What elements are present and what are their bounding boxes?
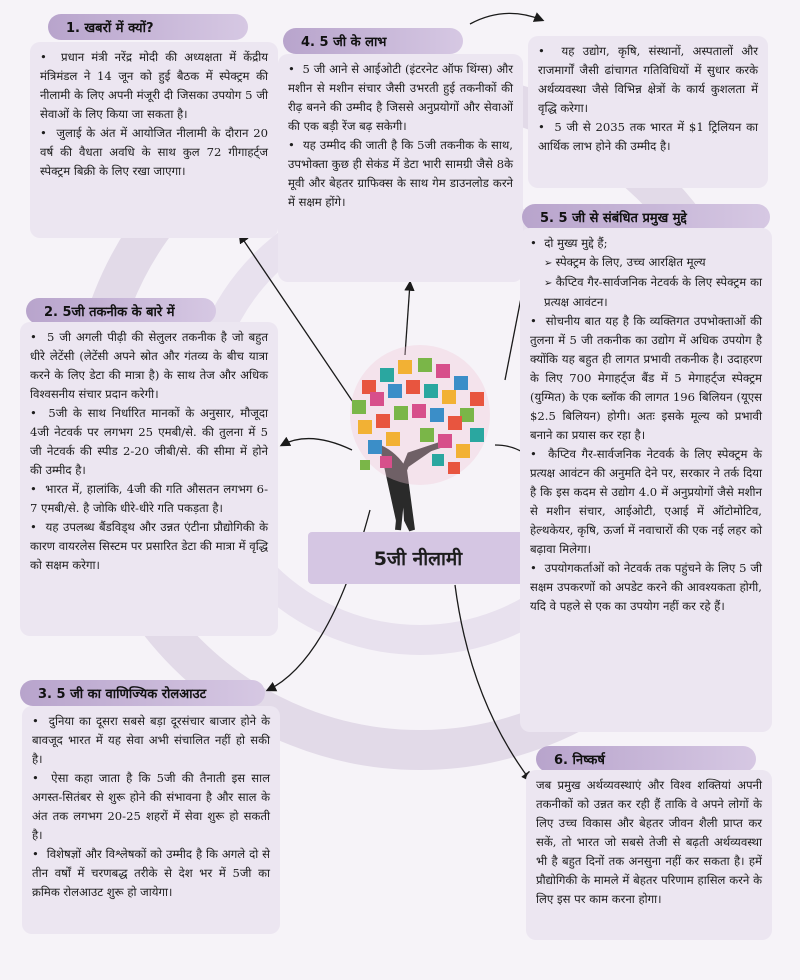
section-4-point: • 5 जी आने से आईओटी (इंटरनेट ऑफ थिंग्स) और मशीन से मशीन संचार जैसी उभरती हुई तकनीकों की रीढ़ बनने की उम्मीद है जिससे अनुप्रयोगों और सेवाओं की एक बड़ी रेंज बढ़ सकेगी। (288, 60, 513, 136)
section-4-heading: 4. 5 जी के लाभ (283, 28, 463, 54)
section-3-point: • विशेषज्ञों और विश्लेषकों को उम्मीद है कि अगले दो से तीन वर्षों में चरणबद्ध तरीके से देश भर में 5जी का क्रमिक रोलआउट शुरू हो जायेगा। (32, 845, 270, 902)
section-2-point: • 5 जी अगली पीढ़ी की सेलुलर तकनीक है जो बहुत धीरे लेटेंसी (लेटेंसी अपने स्रोत और गंतव्य के बीच यात्रा करने के लिए डेटा की मात्रा है) के साथ तेज और अधिक विश्वसनीय संचार प्रदान करेगी। (30, 328, 268, 404)
section-1-point: • प्रधान मंत्री नरेंद्र मोदी की अध्यक्षता में केंद्रीय मंत्रिमंडल ने 14 जून को हुई बैठक में स्पेक्ट्रम की नीलामी के लिए अपनी मंजूरी दी जिसका उपयोग 5 जी सेवाओं के लिए किया जा सकता है। (40, 48, 268, 124)
section-5-point: • उपयोगकर्ताओं को नेटवर्क तक पहुंचने के लिए 5 जी सक्षम उपकरणों को अपडेट करने की आवश्यकता होगी, यदि वे पहले से एक का उपयोग नहीं कर रहे हैं। (530, 559, 762, 616)
section-5-box (520, 228, 772, 732)
section-2-point: • 5जी के साथ निर्धारित मानकों के अनुसार, मौजूदा 4जी नेटवर्क पर लगभग 25 एमबी/से. की तुलना में 5 जी नेटवर्क की स्पीड 2-20 जीबी/से. की सीमा में होने की उम्मीद है। (30, 404, 268, 480)
section-4-point: • यह उम्मीद की जाती है कि 5जी तकनीक के साथ, उपभोक्ता कुछ ही सेकंड में डेटा भारी सामग्री जैसे 8के मूवी और बेहतर ग्राफिक्स के साथ गेम डाउनलोड करने में सक्षम होंगे। (288, 136, 513, 212)
arrow-to-s4 (405, 283, 410, 355)
section-4-continued-point: • यह उद्योग, कृषि, संस्थानों, अस्पतालों और राजमार्गों जैसी ढांचागत गतिविधियों में सुधार करके अर्थव्यवस्था जैसे विभिन्न क्षेत्रों के कार्य कुशलता में वृद्धि करेगा। (538, 42, 758, 118)
section-1-heading: 1. खबरों में क्यों? (48, 14, 248, 40)
section-5-point: • सोचनीय बात यह है कि व्यक्तिगत उपभोक्ताओं की तुलना में 5 जी तकनीक का उद्योग में अधिक उपयोग है क्योंकि यह बहुत ही लागत प्रभावी तकनीक है। उदाहरण के लिए 700 मेगाहर्ट्ज बैंड में 5 मेगाहर्ट्ज स्पेक्ट्रम (युग्मित) के एक ब्लॉक की लागत 196 बिलियन (यूएस $2.5 बिलियन) होगी। अतः इसके मूल्य को प्रभावी बनाने का प्रयास कर रहा है। (530, 312, 762, 445)
section-3-box (22, 706, 280, 934)
section-6-text: जब प्रमुख अर्थव्यवस्थाएं और विश्व शक्तियां अपनी तकनीकों को उन्नत कर रही हैं ताकि वे अपने लोगों के लिए उच्च विकास और बेहतर जीवन शैली प्राप्त कर सकें, तो भारत जो सबसे तेजी से बढ़ती अर्थव्यवस्था भी है बहुत दिनों तक अनसुना नहीं कर सकता है। हमें प्रौद्योगिकी के मामले में बेहतर परिणाम हासिल करने के लिए इस पर काम करना होगा। (536, 778, 762, 906)
section-4-box (278, 54, 523, 282)
section-6-box (526, 770, 772, 940)
section-5-subpoint: ➢ कैप्टिव गैर-सार्वजनिक नेटवर्क के लिए स्पेक्ट्रम का प्रत्यक्ष आवंटन। (530, 273, 762, 312)
central-title: 5जी नीलामी (308, 532, 528, 584)
section-6-heading: 6. निष्कर्ष (536, 746, 756, 772)
section-5-heading: 5. 5 जी से संबंधित प्रमुख मुद्दे (522, 204, 770, 230)
section-5-intro: • दो मुख्य मुद्दे हैं; (530, 234, 762, 253)
section-2-box (20, 322, 278, 636)
section-1-box (30, 42, 278, 238)
section-1-point: • जुलाई के अंत में आयोजित नीलामी के दौरान 20 वर्ष की वैधता अवधि के साथ कुल 72 गीगाहर्ट्ज स्पेक्ट्रम बिक्री के लिए रखा जाएगा। (40, 124, 268, 181)
section-3-heading: 3. 5 जी का वाणिज्यिक रोलआउट (20, 680, 265, 706)
section-4-continued-box (528, 36, 768, 188)
section-2-heading: 2. 5जी तकनीक के बारे में (26, 298, 216, 324)
section-4-continued-point: • 5 जी से 2035 तक भारत में $1 ट्रिलियन का आर्थिक लाभ होने की उम्मीद है। (538, 118, 758, 156)
arrow-to-s2 (282, 439, 352, 450)
section-2-point: • भारत में, हालांकि, 4जी की गति औसतन लगभग 6-7 एमबी/से. है जोकि धीरे-धीरे गति पकड़ता है। (30, 480, 268, 518)
section-2-point: • यह उपलब्ध बैंडविड्थ और उन्नत एंटीना प्रौद्योगिकी के कारण वायरलेस सिस्टम पर प्रसारित डेटा की मात्रा में वृद्धि को सक्षम करेगा। (30, 518, 268, 575)
section-3-point: • ऐसा कहा जाता है कि 5जी की तैनाती इस साल अगस्त-सितंबर से शुरू होने की संभावना है और साल के अंत तक लगभग 20-25 शहरों में सेवा शुरू हो सकती है। (32, 769, 270, 845)
arrow-s4-continue (470, 13, 542, 24)
section-5-point: • कैप्टिव गैर-सार्वजनिक नेटवर्क के लिए स्पेक्ट्रम के प्रत्यक्ष आवंटन की अनुमति देने पर, सरकार ने तर्क दिया है कि इस कदम से उद्योग 4.0 में अनुप्रयोगों जैसे मशीन से मशीन संचार, आईओटी, एआई में ऑटोमोटिव, हेल्थकेयर, कृषि, ऊर्जा में नवाचारों की एक नई लहर को बढ़ावा मिलेगा। (530, 445, 762, 559)
section-3-point: • दुनिया का दूसरा सबसे बड़ा दूरसंचार बाजार होने के बावजूद भारत में यह सेवा अभी संचालित नहीं हो सकी है। (32, 712, 270, 769)
section-5-subpoint: ➢ स्पेक्ट्रम के लिए, उच्च आरक्षित मूल्य (530, 253, 762, 273)
arrow-to-s6 (455, 585, 530, 780)
